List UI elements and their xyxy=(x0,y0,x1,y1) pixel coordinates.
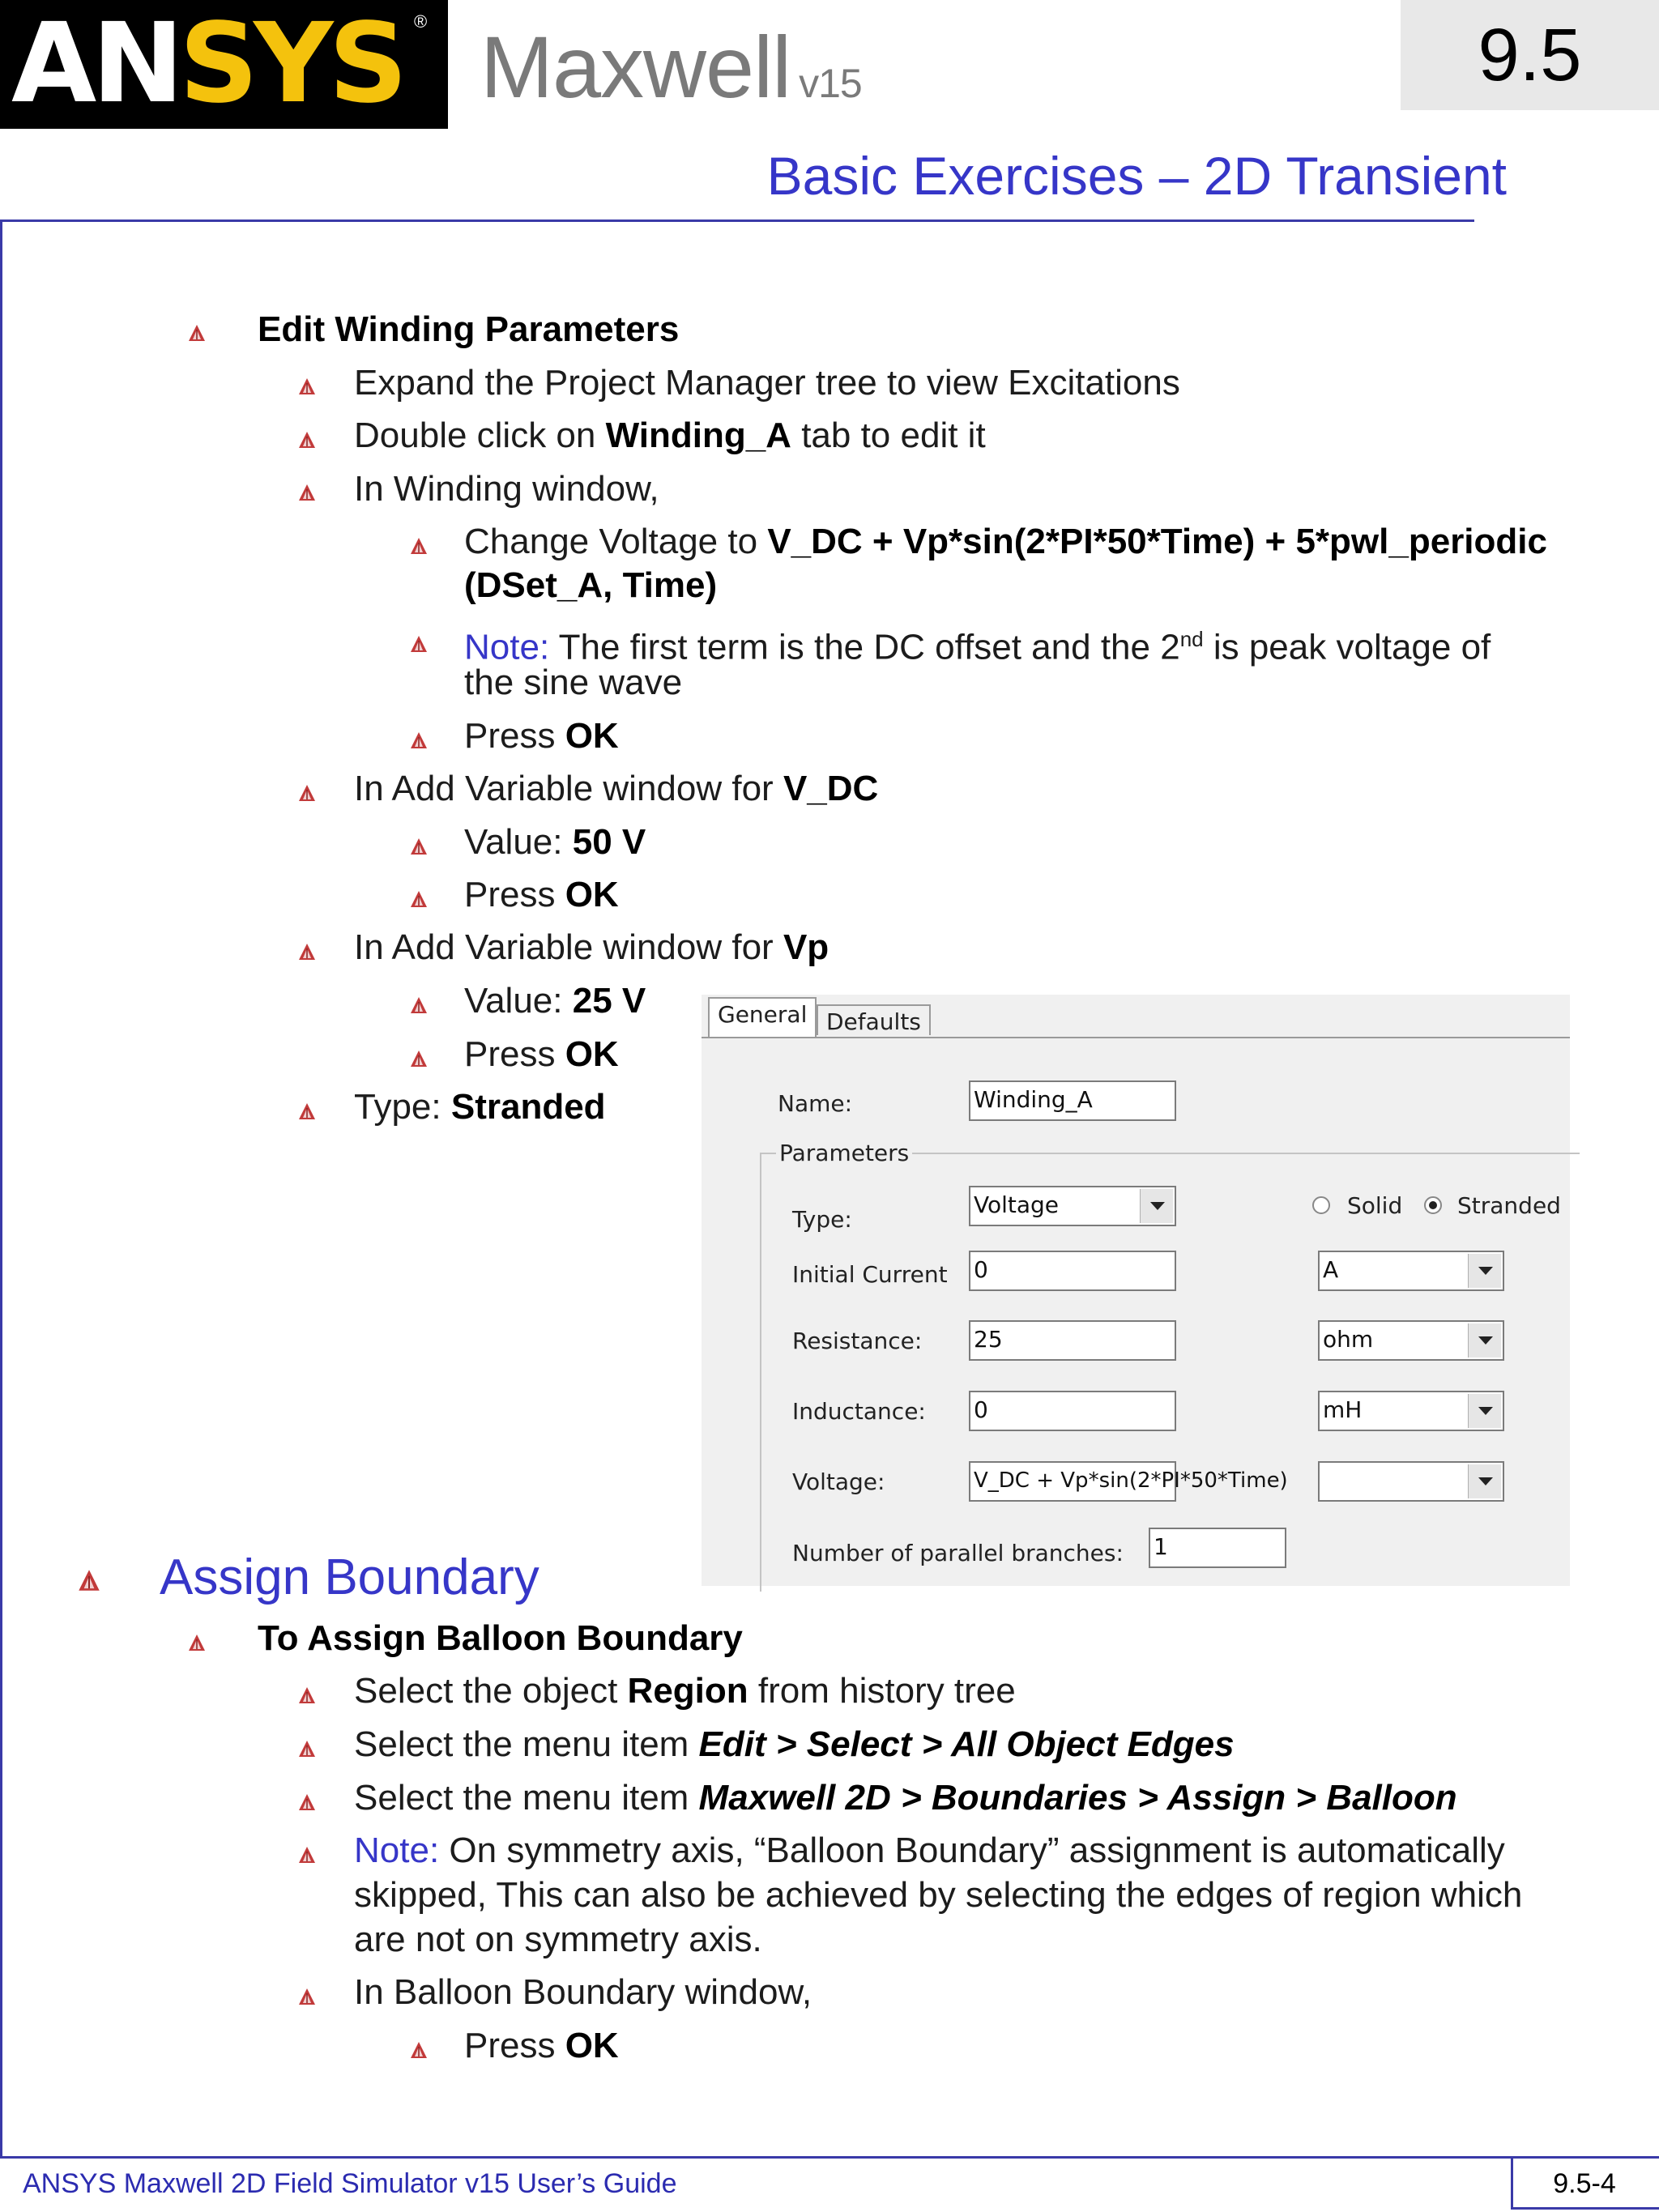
footer-guide-title: ANSYS Maxwell 2D Field Simulator v15 User’s Guide xyxy=(23,2168,677,2199)
product-version: v15 xyxy=(799,61,862,106)
page-number: 9.5-4 xyxy=(1553,2168,1616,2199)
bullet-icon xyxy=(188,324,206,342)
tab-defaults[interactable]: Defaults xyxy=(817,1004,931,1035)
value-vp-item: Value: 25 V xyxy=(464,981,646,1021)
parallel-branches-label: Number of parallel branches: xyxy=(792,1540,1124,1566)
inductance-label: Inductance: xyxy=(792,1398,926,1425)
initial-current-label: Initial Current xyxy=(792,1261,948,1288)
voltage-label: Voltage: xyxy=(792,1468,885,1495)
bullet-icon xyxy=(78,1569,100,1592)
press-ok-item: Press OK xyxy=(464,2026,619,2065)
press-ok-item: Press OK xyxy=(464,716,619,756)
bullet-icon xyxy=(410,635,428,653)
bullet-icon xyxy=(298,943,316,961)
logo-registered-mark: ® xyxy=(414,11,428,32)
select-edges-item: Select the menu item Edit > Select > All Object Edges xyxy=(354,1724,1235,1764)
value-vdc-item: Value: 50 V xyxy=(464,822,646,862)
bullet-icon xyxy=(298,1988,316,2005)
press-ok-item: Press OK xyxy=(464,1034,619,1074)
note-symmetry-axis-line2: skipped, This can also be achieved by selecting the edges of region which xyxy=(354,1875,1523,1915)
assign-boundary-heading: Assign Boundary xyxy=(160,1549,539,1605)
product-name xyxy=(480,15,862,136)
parameters-group-label: Parameters xyxy=(776,1139,912,1168)
bullet-icon xyxy=(410,890,428,908)
inductance-unit-select[interactable]: mH xyxy=(1318,1391,1504,1431)
left-rule xyxy=(0,219,2,2156)
bullet-icon xyxy=(298,431,316,449)
ansys-logo xyxy=(0,0,448,129)
winding-window-item: In Winding window, xyxy=(354,469,659,509)
select-region-item: Select the object Region from history tree xyxy=(354,1671,1016,1711)
section-number: 9.5 xyxy=(1478,14,1582,96)
bullet-icon xyxy=(298,1793,316,1811)
edit-winding-heading: Edit Winding Parameters xyxy=(258,309,680,349)
name-label: Name: xyxy=(778,1090,853,1117)
bullet-icon xyxy=(298,1740,316,1758)
note-dc-offset-cont: the sine wave xyxy=(464,663,683,702)
bullet-icon xyxy=(298,784,316,802)
change-voltage-item-cont: (DSet_A, Time) xyxy=(464,565,718,605)
solid-label: Solid xyxy=(1347,1192,1403,1219)
add-variable-vdc-item: In Add Variable window for V_DC xyxy=(354,769,879,808)
voltage-unit-select[interactable] xyxy=(1318,1461,1504,1502)
add-variable-vp-item: In Add Variable window for Vp xyxy=(354,927,830,967)
voltage-input[interactable]: V_DC + Vp*sin(2*PI*50*Time) xyxy=(969,1461,1176,1502)
bullet-icon xyxy=(188,1634,206,1652)
note-symmetry-axis-line3: are not on symmetry axis. xyxy=(354,1920,762,1959)
bullet-icon xyxy=(410,537,428,555)
select-balloon-item: Select the menu item Maxwell 2D > Boundaries > Assign > Balloon xyxy=(354,1778,1457,1818)
note-dc-offset: Note: The first term is the DC offset and the 2nd is peak voltage of xyxy=(464,627,1491,667)
tab-general[interactable]: General xyxy=(708,997,817,1038)
parallel-branches-input[interactable]: 1 xyxy=(1149,1528,1286,1568)
type-stranded-item: Type: Stranded xyxy=(354,1087,606,1127)
initial-current-unit-select[interactable]: A xyxy=(1318,1251,1504,1291)
chevron-down-icon xyxy=(1468,1323,1501,1357)
resistance-unit-select[interactable]: ohm xyxy=(1318,1320,1504,1361)
stranded-label: Stranded xyxy=(1457,1192,1561,1219)
initial-current-input[interactable]: 0 xyxy=(969,1251,1176,1291)
resistance-label: Resistance: xyxy=(792,1328,923,1354)
bullet-icon xyxy=(298,377,316,395)
page-title: Basic Exercises – 2D Transient xyxy=(766,146,1507,206)
footer-rule xyxy=(0,2156,1511,2159)
stranded-radio[interactable] xyxy=(1424,1196,1442,1214)
bullet-icon xyxy=(410,837,428,855)
bullet-icon xyxy=(298,1686,316,1704)
note-symmetry-axis: Note: On symmetry axis, “Balloon Boundary” assignment is automatically xyxy=(354,1831,1505,1870)
press-ok-item: Press OK xyxy=(464,875,619,914)
chevron-down-icon xyxy=(1468,1394,1501,1428)
double-click-item: Double click on Winding_A tab to edit it xyxy=(354,416,986,455)
logo-text-an: AN xyxy=(11,0,180,128)
chevron-down-icon xyxy=(1468,1464,1501,1498)
tab-divider xyxy=(702,1037,1570,1038)
type-select[interactable]: Voltage xyxy=(969,1186,1176,1226)
bullet-icon xyxy=(410,1050,428,1068)
assign-balloon-heading: To Assign Balloon Boundary xyxy=(258,1618,743,1658)
title-rule xyxy=(0,219,1474,222)
inductance-input[interactable]: 0 xyxy=(969,1391,1176,1431)
solid-radio[interactable] xyxy=(1312,1196,1330,1214)
logo-text-sys: SYS xyxy=(179,0,403,128)
bullet-icon xyxy=(298,484,316,501)
chevron-down-icon xyxy=(1140,1189,1173,1223)
change-voltage-item: Change Voltage to V_DC + Vp*sin(2*PI*50*Time) + 5*pwl_periodic xyxy=(464,522,1547,561)
bullet-icon xyxy=(298,1846,316,1864)
expand-tree-item: Expand the Project Manager tree to view Excitations xyxy=(354,363,1180,403)
type-label: Type: xyxy=(792,1206,852,1233)
product-title: Maxwell xyxy=(480,18,791,116)
chevron-down-icon xyxy=(1468,1254,1501,1288)
winding-dialog xyxy=(702,995,1570,1586)
resistance-input[interactable]: 25 xyxy=(969,1320,1176,1361)
bullet-icon xyxy=(410,996,428,1014)
bullet-icon xyxy=(410,2041,428,2059)
bullet-icon xyxy=(298,1102,316,1120)
bullet-icon xyxy=(410,731,428,749)
balloon-window-item: In Balloon Boundary window, xyxy=(354,1972,812,2012)
name-input[interactable]: Winding_A xyxy=(969,1080,1176,1121)
